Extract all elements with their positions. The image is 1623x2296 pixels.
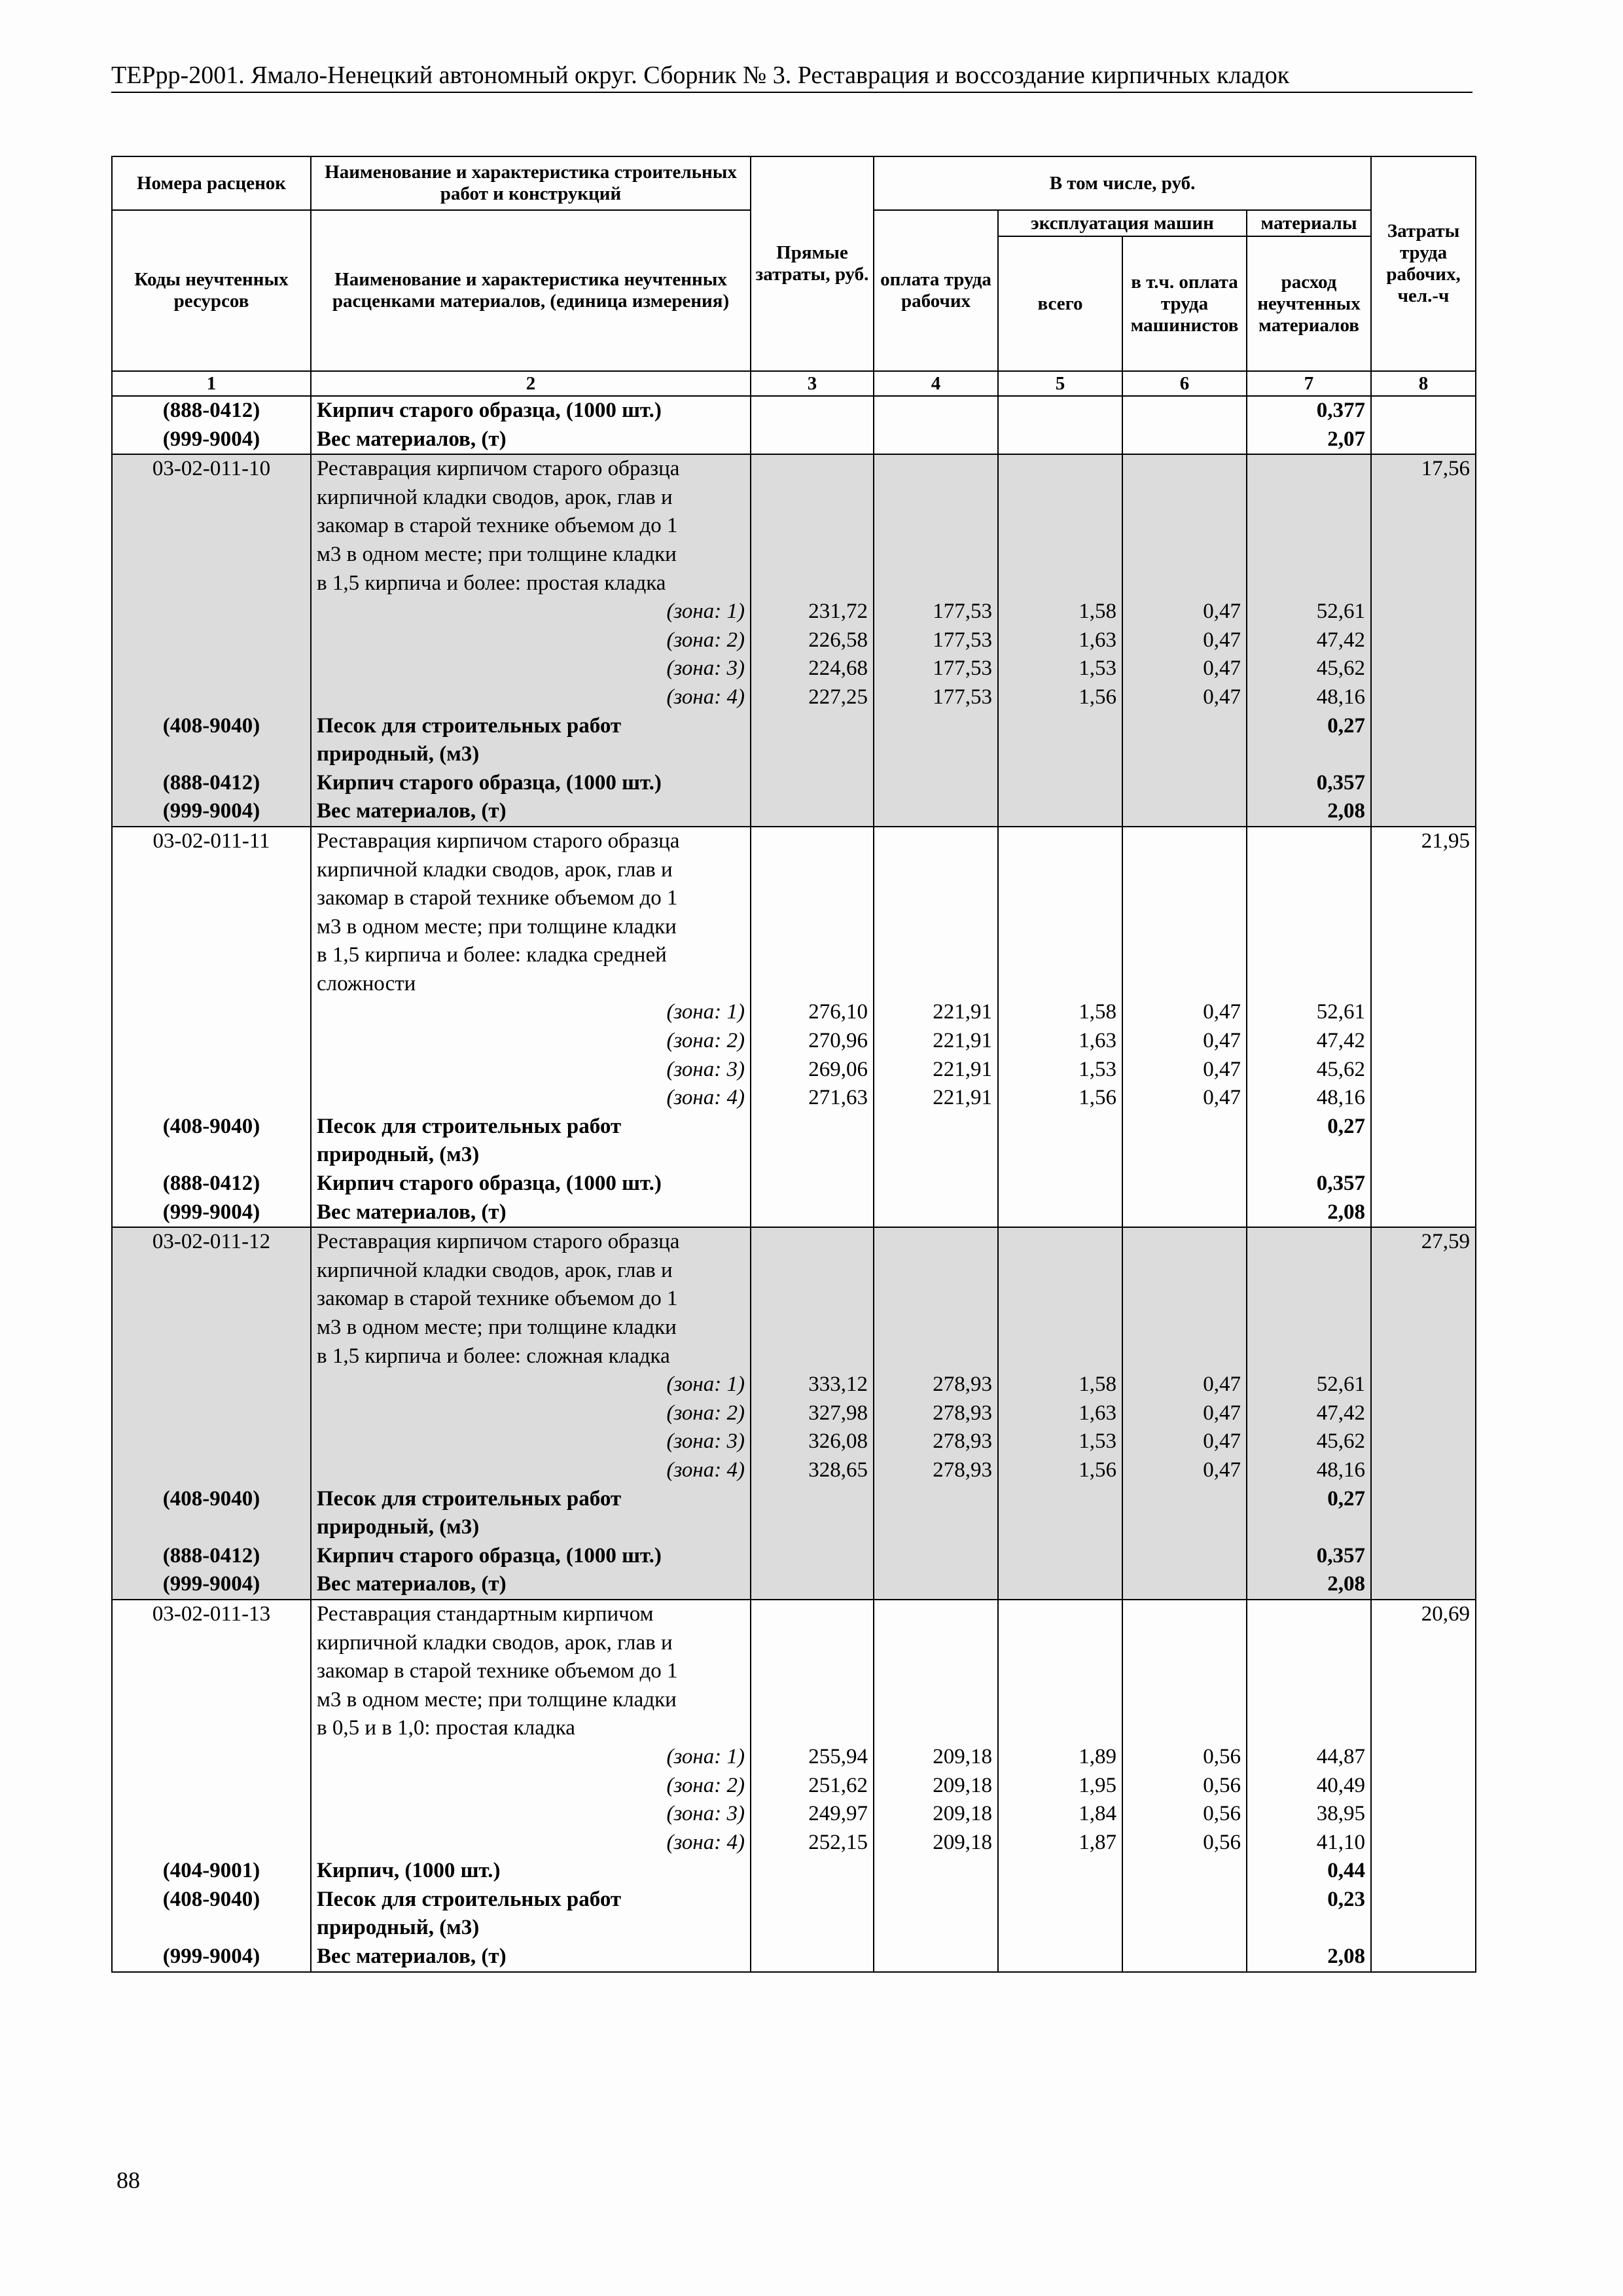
column-number: 1 [112, 371, 311, 396]
rate-code: 03-02-011-12 [112, 1227, 311, 1257]
resource-name-cont: природный, (м3) [311, 740, 751, 769]
resource-name-cont: природный, (м3) [311, 1141, 751, 1170]
head-labor-costs: Затраты труда рабочих, чел.-ч [1371, 156, 1476, 371]
rates-table [111, 156, 1476, 1973]
resource-row [112, 712, 1476, 741]
rate-block [112, 454, 1476, 827]
machinist-pay: 0,47 [1122, 1456, 1247, 1485]
machinist-pay: 0,56 [1122, 1800, 1247, 1829]
machines-total: 1,56 [998, 1456, 1122, 1485]
resource-code: (404-9001) [112, 1857, 311, 1886]
machines-total: 1,58 [998, 998, 1122, 1027]
zone-row [112, 1084, 1476, 1113]
zone-row [112, 655, 1476, 683]
resource-code: (999-9004) [112, 1198, 311, 1228]
resource-name: Вес материалов, (т) [311, 1570, 751, 1600]
resource-name-cont: природный, (м3) [311, 1914, 751, 1943]
labor-costs: 20,69 [1371, 1600, 1476, 1629]
resource-row [112, 425, 1476, 455]
worker-pay: 177,53 [874, 626, 998, 655]
resource-name: Песок для строительных работ [311, 1113, 751, 1141]
direct-costs: 271,63 [751, 1084, 874, 1113]
resource-value: 0,23 [1247, 1886, 1371, 1914]
rate-description-line: Реставрация кирпичом старого образца [311, 1227, 751, 1257]
resource-code: (999-9004) [112, 425, 311, 455]
zone-row [112, 1743, 1476, 1772]
materials-cost: 41,10 [1247, 1829, 1371, 1857]
resource-name: Песок для строительных работ [311, 1886, 751, 1914]
materials-cost: 52,61 [1247, 598, 1371, 626]
head-machines: эксплуатация машин [998, 210, 1247, 236]
rate-block [112, 1227, 1476, 1600]
resource-name: Кирпич старого образца, (1000 шт.) [311, 396, 751, 425]
materials-cost: 40,49 [1247, 1772, 1371, 1801]
direct-costs: 326,08 [751, 1427, 874, 1456]
resource-name: Кирпич старого образца, (1000 шт.) [311, 1170, 751, 1198]
machines-total: 1,89 [998, 1743, 1122, 1772]
zone-row [112, 1456, 1476, 1485]
resource-name: Вес материалов, (т) [311, 1943, 751, 1972]
rate-description-line: Реставрация кирпичом старого образца [311, 454, 751, 484]
resource-name: Вес материалов, (т) [311, 1198, 751, 1228]
resource-name: Кирпич, (1000 шт.) [311, 1857, 751, 1886]
worker-pay: 209,18 [874, 1800, 998, 1829]
column-number: 7 [1247, 371, 1371, 396]
resource-code: (999-9004) [112, 1943, 311, 1972]
zone-label: (зона: 2) [311, 1399, 751, 1428]
materials-cost: 47,42 [1247, 1399, 1371, 1428]
resource-name: Вес материалов, (т) [311, 425, 751, 455]
head-including: В том числе, руб. [874, 156, 1371, 210]
resource-value: 2,07 [1247, 425, 1371, 455]
zone-row [112, 626, 1476, 655]
direct-costs: 255,94 [751, 1743, 874, 1772]
zone-row [112, 1056, 1476, 1085]
rate-block [112, 1600, 1476, 1972]
resource-row [112, 1570, 1476, 1600]
materials-cost: 45,62 [1247, 655, 1371, 683]
direct-costs: 249,97 [751, 1800, 874, 1829]
zone-row [112, 598, 1476, 626]
head-materials: материалы [1247, 210, 1371, 236]
zone-row [112, 1772, 1476, 1801]
direct-costs: 328,65 [751, 1456, 874, 1485]
machinist-pay: 0,47 [1122, 998, 1247, 1027]
rate-description-row [112, 1227, 1476, 1257]
zone-label: (зона: 1) [311, 998, 751, 1027]
resource-value: 2,08 [1247, 1943, 1371, 1972]
resource-value: 2,08 [1247, 1198, 1371, 1228]
rate-description-line: сложности [311, 970, 751, 999]
resource-code: (999-9004) [112, 797, 311, 827]
resource-value: 0,27 [1247, 1485, 1371, 1514]
worker-pay: 278,93 [874, 1399, 998, 1428]
materials-cost: 52,61 [1247, 1371, 1371, 1399]
rate-code: 03-02-011-13 [112, 1600, 311, 1629]
head-machinist-pay: в т.ч. оплата труда машинистов [1122, 236, 1247, 371]
resource-code: (999-9004) [112, 1570, 311, 1600]
resource-value: 2,08 [1247, 1570, 1371, 1600]
rate-description-line: м3 в одном месте; при толщине кладки [311, 913, 751, 942]
rate-description-line: кирпичной кладки сводов, арок, глав и [311, 1257, 751, 1285]
resource-name: Вес материалов, (т) [311, 797, 751, 827]
worker-pay: 221,91 [874, 1056, 998, 1085]
resource-code: (888-0412) [112, 1542, 311, 1571]
zone-label: (зона: 2) [311, 1772, 751, 1801]
zone-label: (зона: 1) [311, 1743, 751, 1772]
machines-total: 1,53 [998, 1427, 1122, 1456]
resource-code: (888-0412) [112, 1170, 311, 1198]
direct-costs: 270,96 [751, 1027, 874, 1056]
machinist-pay: 0,56 [1122, 1772, 1247, 1801]
zone-label: (зона: 1) [311, 1371, 751, 1399]
resource-code: (888-0412) [112, 396, 311, 425]
resource-name: Песок для строительных работ [311, 1485, 751, 1514]
resource-row [112, 1943, 1476, 1972]
worker-pay: 177,53 [874, 683, 998, 712]
machinist-pay: 0,47 [1122, 1084, 1247, 1113]
rate-code: 03-02-011-11 [112, 827, 311, 856]
rate-description-line: в 1,5 кирпича и более: кладка средней [311, 941, 751, 970]
head-material-name: Наименование и характеристика неучтенных расценками материалов, (единица измерения) [311, 210, 751, 371]
direct-costs: 251,62 [751, 1772, 874, 1801]
column-number: 8 [1371, 371, 1476, 396]
resource-row [112, 1857, 1476, 1886]
materials-cost: 45,62 [1247, 1056, 1371, 1085]
resource-name: Песок для строительных работ [311, 712, 751, 741]
machinist-pay: 0,47 [1122, 1399, 1247, 1428]
worker-pay: 278,93 [874, 1427, 998, 1456]
machines-total: 1,53 [998, 655, 1122, 683]
rate-description-row [112, 827, 1476, 856]
materials-cost: 48,16 [1247, 683, 1371, 712]
zone-label: (зона: 3) [311, 1056, 751, 1085]
column-number: 4 [874, 371, 998, 396]
direct-costs: 276,10 [751, 998, 874, 1027]
machines-total: 1,95 [998, 1772, 1122, 1801]
resource-value: 0,357 [1247, 1170, 1371, 1198]
zone-row [112, 1371, 1476, 1399]
resource-row [112, 396, 1476, 425]
direct-costs: 226,58 [751, 626, 874, 655]
rate-description-line: кирпичной кладки сводов, арок, глав и [311, 856, 751, 885]
labor-costs: 17,56 [1371, 454, 1476, 484]
resource-row [112, 1485, 1476, 1514]
worker-pay: 221,91 [874, 1027, 998, 1056]
direct-costs: 269,06 [751, 1056, 874, 1085]
materials-cost: 48,16 [1247, 1456, 1371, 1485]
direct-costs: 333,12 [751, 1371, 874, 1399]
machines-total: 1,63 [998, 1399, 1122, 1428]
zone-label: (зона: 3) [311, 655, 751, 683]
zone-row [112, 998, 1476, 1027]
machinist-pay: 0,47 [1122, 683, 1247, 712]
zone-label: (зона: 1) [311, 598, 751, 626]
resource-value: 0,357 [1247, 1542, 1371, 1571]
machines-total: 1,58 [998, 1371, 1122, 1399]
zone-row [112, 1427, 1476, 1456]
rate-description-row [112, 1600, 1476, 1629]
column-numbers-row [112, 371, 1476, 396]
materials-cost: 38,95 [1247, 1800, 1371, 1829]
machinist-pay: 0,56 [1122, 1743, 1247, 1772]
head-rate-numbers: Номера расценок [112, 156, 311, 210]
direct-costs: 327,98 [751, 1399, 874, 1428]
rate-description-line: м3 в одном месте; при толщине кладки [311, 541, 751, 569]
zone-label: (зона: 4) [311, 683, 751, 712]
rate-description-line: м3 в одном месте; при толщине кладки [311, 1686, 751, 1715]
resource-value: 0,44 [1247, 1857, 1371, 1886]
rate-description-line: Реставрация стандартным кирпичом [311, 1600, 751, 1629]
rate-description-line: в 0,5 и в 1,0: простая кладка [311, 1714, 751, 1743]
rate-description-line: в 1,5 кирпича и более: простая кладка [311, 569, 751, 598]
rate-description-line: закомар в старой технике объемом до 1 [311, 1657, 751, 1686]
zone-row [112, 1027, 1476, 1056]
worker-pay: 209,18 [874, 1829, 998, 1857]
machines-total: 1,58 [998, 598, 1122, 626]
direct-costs: 252,15 [751, 1829, 874, 1857]
resource-row [112, 797, 1476, 827]
resource-code: (408-9040) [112, 1886, 311, 1914]
materials-cost: 52,61 [1247, 998, 1371, 1027]
zone-label: (зона: 4) [311, 1084, 751, 1113]
machines-total: 1,63 [998, 1027, 1122, 1056]
materials-cost: 45,62 [1247, 1427, 1371, 1456]
zone-label: (зона: 3) [311, 1800, 751, 1829]
resource-name: Кирпич старого образца, (1000 шт.) [311, 769, 751, 798]
page-number: 88 [116, 2167, 140, 2193]
resource-value: 0,357 [1247, 769, 1371, 798]
worker-pay: 177,53 [874, 598, 998, 626]
rate-code: 03-02-011-10 [112, 454, 311, 484]
materials-cost: 47,42 [1247, 626, 1371, 655]
resource-row [112, 769, 1476, 798]
rate-description-line: Реставрация кирпичом старого образца [311, 827, 751, 856]
resource-name-cont: природный, (м3) [311, 1513, 751, 1542]
resource-value: 0,377 [1247, 396, 1371, 425]
materials-cost: 44,87 [1247, 1743, 1371, 1772]
top-resource-group [112, 396, 1476, 454]
zone-label: (зона: 3) [311, 1427, 751, 1456]
resource-row [112, 1170, 1476, 1198]
resource-row [112, 1886, 1476, 1914]
head-resource-codes: Коды неучтенных ресурсов [112, 210, 311, 371]
resource-row [112, 1542, 1476, 1571]
head-material-usage: расход неучтенных материалов [1247, 236, 1371, 371]
resource-code: (408-9040) [112, 712, 311, 741]
machines-total: 1,53 [998, 1056, 1122, 1085]
materials-cost: 48,16 [1247, 1084, 1371, 1113]
worker-pay: 278,93 [874, 1456, 998, 1485]
rate-description-line: закомар в старой технике объемом до 1 [311, 512, 751, 541]
page-header: ТЕРрр-2001. Ямало-Ненецкий автономный округ. Сборник № 3. Реставрация и воссоздание кирпичных кладок [111, 60, 1472, 93]
machinist-pay: 0,47 [1122, 1427, 1247, 1456]
resource-name: Кирпич старого образца, (1000 шт.) [311, 1542, 751, 1571]
rate-description-line: закомар в старой технике объемом до 1 [311, 884, 751, 913]
table-head [112, 156, 1476, 396]
machines-total: 1,87 [998, 1829, 1122, 1857]
head-worker-pay: оплата труда рабочих [874, 210, 998, 371]
rate-description-line: закомар в старой технике объемом до 1 [311, 1285, 751, 1314]
resource-row [112, 1113, 1476, 1141]
worker-pay: 177,53 [874, 655, 998, 683]
machines-total: 1,56 [998, 683, 1122, 712]
zone-row [112, 1800, 1476, 1829]
rate-description-line: кирпичной кладки сводов, арок, глав и [311, 1629, 751, 1658]
machines-total: 1,56 [998, 1084, 1122, 1113]
zone-label: (зона: 4) [311, 1829, 751, 1857]
worker-pay: 278,93 [874, 1371, 998, 1399]
resource-value: 0,27 [1247, 1113, 1371, 1141]
direct-costs: 231,72 [751, 598, 874, 626]
zone-row [112, 1829, 1476, 1857]
machinist-pay: 0,47 [1122, 1056, 1247, 1085]
column-number: 3 [751, 371, 874, 396]
materials-cost: 47,42 [1247, 1027, 1371, 1056]
head-machines-total: всего [998, 236, 1122, 371]
rate-block [112, 827, 1476, 1227]
rate-description-line: в 1,5 кирпича и более: сложная кладка [311, 1342, 751, 1371]
column-number: 2 [311, 371, 751, 396]
zone-row [112, 1399, 1476, 1428]
column-number: 5 [998, 371, 1122, 396]
worker-pay: 209,18 [874, 1743, 998, 1772]
machinist-pay: 0,56 [1122, 1829, 1247, 1857]
zone-label: (зона: 4) [311, 1456, 751, 1485]
resource-code: (408-9040) [112, 1113, 311, 1141]
zone-label: (зона: 2) [311, 626, 751, 655]
worker-pay: 221,91 [874, 998, 998, 1027]
resource-code: (408-9040) [112, 1485, 311, 1514]
zone-label: (зона: 2) [311, 1027, 751, 1056]
machines-total: 1,84 [998, 1800, 1122, 1829]
rate-description-line: кирпичной кладки сводов, арок, глав и [311, 484, 751, 512]
labor-costs: 21,95 [1371, 827, 1476, 856]
rate-description-line: м3 в одном месте; при толщине кладки [311, 1314, 751, 1342]
head-work-name: Наименование и характеристика строительных работ и конструкций [311, 156, 751, 210]
resource-value: 2,08 [1247, 797, 1371, 827]
machinist-pay: 0,47 [1122, 1371, 1247, 1399]
column-number: 6 [1122, 371, 1247, 396]
labor-costs: 27,59 [1371, 1227, 1476, 1257]
resource-code: (888-0412) [112, 769, 311, 798]
rate-description-row [112, 454, 1476, 484]
machines-total: 1,63 [998, 626, 1122, 655]
machinist-pay: 0,47 [1122, 598, 1247, 626]
head-direct-costs: Прямые затраты, руб. [751, 156, 874, 371]
machinist-pay: 0,47 [1122, 655, 1247, 683]
machinist-pay: 0,47 [1122, 626, 1247, 655]
machinist-pay: 0,47 [1122, 1027, 1247, 1056]
resource-value: 0,27 [1247, 712, 1371, 741]
worker-pay: 221,91 [874, 1084, 998, 1113]
direct-costs: 224,68 [751, 655, 874, 683]
worker-pay: 209,18 [874, 1772, 998, 1801]
resource-row [112, 1198, 1476, 1228]
direct-costs: 227,25 [751, 683, 874, 712]
zone-row [112, 683, 1476, 712]
